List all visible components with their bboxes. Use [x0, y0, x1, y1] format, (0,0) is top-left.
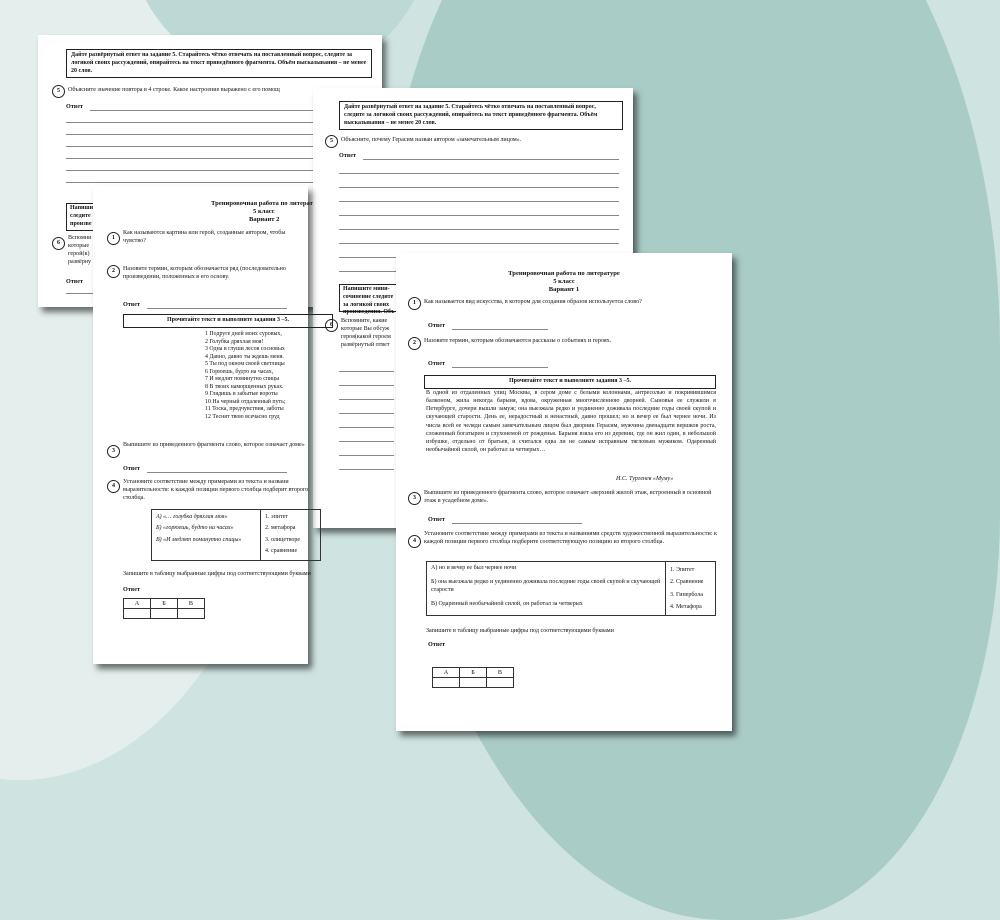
- excerpt-author: И.С. Тургенев «Муму»: [616, 476, 674, 482]
- answer-label: Ответ: [123, 301, 140, 308]
- answer-grid-header: Б: [151, 599, 178, 609]
- answer-label: Ответ: [123, 465, 140, 472]
- instruction-box-2: Напиши следите произве: [66, 203, 96, 231]
- matching-item: Б) «горюешь, будто на часах»: [156, 525, 234, 532]
- poem-line: 4 Давно, давно ты ждешь меня.: [205, 353, 284, 360]
- answer-label: Ответ: [428, 516, 445, 523]
- answer-line: [363, 159, 619, 160]
- question-number-6: 6: [52, 237, 65, 250]
- page-variant: Вариант 2: [249, 216, 280, 223]
- answer-grid-cell[interactable]: [433, 678, 460, 688]
- poem-line: 3 Одна в глуши лесов сосновых: [205, 346, 285, 353]
- poem-line: 6 Горюешь, будто на часах,: [205, 368, 274, 375]
- matching-option: 2. метафора: [265, 525, 296, 532]
- matching-right-column: [666, 562, 716, 616]
- answer-label: Ответ: [428, 360, 445, 367]
- answer-line: [339, 371, 394, 372]
- page-title: Тренировочная работа по литерат: [211, 200, 313, 207]
- page-grade: 5 класс: [253, 208, 275, 215]
- worksheet-page-4: [396, 253, 732, 731]
- answer-line: [147, 308, 287, 309]
- instruction-box: Дайте развёрнутый ответ на задание 5. Старайтесь чётко отвечать на поставленный вопрос, следите за логикой своих рассуждений, опирайтесь на текст приведённого фрагмента. Объём высказывания – не менее 20 слов.: [339, 101, 623, 130]
- matching-item: А) «… голубка дряхлая моя»: [156, 514, 228, 520]
- question-4-text: Установите соответствие между примерами из текста и названиями средств художественной выразительности: к каждой позиции первого столбца подберите соответствующую позицию из второго столбца.: [424, 531, 717, 545]
- answer-line: [339, 399, 394, 400]
- question-6-text: Вспомни которые герой(к) развёрну: [68, 235, 92, 265]
- answer-line: [339, 187, 619, 188]
- answer-grid: [432, 667, 514, 688]
- answer-grid-cell[interactable]: [124, 609, 151, 619]
- answer-label: Ответ: [428, 322, 445, 329]
- question-number-4: 4: [107, 480, 120, 493]
- question-2-text: Назовите термин, которым обозначается ряд (последовательно произведении, положенных в его основу.: [123, 266, 286, 280]
- answer-line: [339, 427, 394, 428]
- answer-line: [339, 441, 394, 442]
- question-number-5: 5: [52, 85, 65, 98]
- answer-grid-header: В: [178, 599, 205, 609]
- question-number-3: 3: [408, 492, 421, 505]
- read-text-box: Прочитайте текст и выполните задания 3 –5.: [123, 314, 333, 328]
- question-number-2: 2: [107, 265, 120, 278]
- answer-label: Ответ: [66, 103, 83, 110]
- question-4-text: Установите соответствие между примерами из текста и названи выразительности: к каждой позиции первого столбца подберит второго столбца.: [123, 479, 309, 501]
- poem: [205, 331, 285, 422]
- question-number-5: 5: [325, 135, 338, 148]
- answer-label: Ответ: [428, 641, 445, 648]
- answer-label: Ответ: [339, 152, 356, 159]
- matching-left-column: [152, 510, 261, 561]
- matching-item: В) Одаренный необычайной силой, он работал за четверых: [431, 601, 583, 608]
- matching-right-column: [261, 510, 321, 561]
- matching-item: В) «И медлят поминутно спицы»: [156, 536, 242, 543]
- write-instruction: Запишите в таблицу выбранные цифры под соответствующими буквами: [123, 571, 311, 577]
- question-1-text: Как называется вид искусства, в котором для создания образов используется слово?: [424, 299, 642, 305]
- answer-label-2: Ответ: [66, 278, 83, 285]
- answer-grid-header: А: [124, 599, 151, 609]
- matching-option: 4. Метафора: [670, 603, 702, 610]
- poem-line: 12 Теснят твою всечасно груд: [205, 414, 280, 421]
- question-number-2: 2: [408, 337, 421, 350]
- answer-grid-cell[interactable]: [151, 609, 178, 619]
- answer-line: [339, 413, 394, 414]
- poem-line: 9 Глядишь в забытые вороты: [205, 391, 278, 398]
- question-number-4: 4: [408, 535, 421, 548]
- question-number-3: 3: [107, 445, 120, 458]
- answer-line: [339, 229, 619, 230]
- page-variant: Вариант 1: [548, 286, 580, 293]
- page-title: Тренировочная работа по литературе: [508, 270, 620, 277]
- question-3-text: Выпишите из приведенного фрагмента слово, которое означает доме»: [123, 442, 305, 448]
- answer-line: [339, 201, 619, 202]
- poem-line: 11 Тоска, предчувствия, заботы: [205, 406, 284, 413]
- answer-line: [339, 455, 394, 456]
- answer-line: [452, 329, 548, 330]
- answer-grid-header: В: [487, 668, 514, 678]
- poem-line: 5 Ты под окном своей светлицы: [205, 361, 285, 368]
- answer-line: [339, 243, 619, 244]
- matching-left-column: [427, 562, 666, 616]
- matching-item: А) но и вечер ее был чернее ночи: [431, 565, 517, 571]
- answer-grid-header: А: [433, 668, 460, 678]
- poem-line: 7 И медлят поминутно спицы: [205, 376, 280, 383]
- answer-grid-header: Б: [460, 668, 487, 678]
- question-number-1: 1: [408, 297, 421, 310]
- answer-line: [339, 173, 619, 174]
- answer-grid-cell[interactable]: [487, 678, 514, 688]
- answer-line: [339, 469, 394, 470]
- matching-option: 1. эпитет: [265, 514, 288, 520]
- answer-label: Ответ: [123, 586, 140, 593]
- poem-line: 2 Голубка дряхлая моя!: [205, 338, 264, 345]
- poem-line: 1 Подруге дней моих суровых,: [205, 331, 282, 337]
- poem-line: 8 В твоих наморщенных руках.: [205, 383, 284, 390]
- question-6-text: Вспомните, какие которые Вы обсуж героя(какой героем развёрнутый ответ: [341, 318, 391, 348]
- answer-grid-cell[interactable]: [460, 678, 487, 688]
- question-3-text: Выпишите из приведенного фрагмента слово, которое означает «верхний жилой этаж, встроенный в основной этаж в усадебном доме».: [424, 490, 712, 504]
- matching-option: 4. сравнение: [265, 548, 298, 555]
- worksheet-page-2: [93, 186, 313, 664]
- answer-line: [147, 472, 287, 473]
- matching-option: 3. олицетворе: [265, 536, 301, 543]
- question-1-text: Как называются картина или герой, созданные автором, чтобы чувство?: [123, 230, 286, 244]
- instruction-box-2: Напишите мини-сочинение следите за логикой своих произведения. Объ: [339, 284, 399, 312]
- matching-table: [426, 561, 716, 616]
- question-5-text: Объясните значение повтора в 4 строке. Какое настроение выражено с его помощ: [68, 87, 280, 93]
- question-2-text: Назовите термин, которым обозначаются рассказы о событиях и героях.: [424, 338, 612, 344]
- answer-grid: [123, 598, 205, 619]
- question-number-6: 6: [325, 319, 338, 332]
- answer-line: [452, 367, 548, 368]
- matching-table: [151, 509, 321, 561]
- poem-line: 10 На черный отдаленный путь;: [205, 398, 286, 405]
- matching-option: 3. Гипербола: [670, 591, 703, 598]
- instruction-box: Дайте развёрнутый ответ на задание 5. Старайтесь чётко отвечать на поставленный вопрос, следите за логикой своих рассуждений, опирайтесь на текст приведённого фрагмента. Объём высказывания – не менее 20 слов.: [66, 49, 372, 78]
- question-number-1: 1: [107, 232, 120, 245]
- literary-excerpt: В одной из отдаленных улиц Москвы, в сером доме с белыми колоннами, антресолью и покривившимся балконом, жила некогда барыня, вдова, окруженная многочисленною дворней. Сыновья ее служили в Петербурге, дочери вышли замуж; она выезжала редко и уединенно доживала последние годы своей скупой и скучающей старости. День ее, нерадостный и ненастный, давно прошел; но и вечер ее был чернее ночи. Из числа всей ее челяди самым замечательным лицом был дворник Герасим, мужчина двенадцати вершков роста, сложенный богатырем и глухонемой от рожденья. Барыня взяла его из деревни, где он жил один, в небольшой избушке, отдельно от братьев, и считался едва ли не самым исправным тягловым мужиком. Одаренный необычайной силой, он работал за четверых…: [426, 390, 716, 454]
- answer-grid-cell[interactable]: [178, 609, 205, 619]
- answer-line: [339, 385, 394, 386]
- write-instruction: Запишите в таблицу выбранные цифры под соответствующими буквами: [426, 628, 614, 634]
- answer-line: [452, 523, 582, 524]
- matching-item: Б) она выезжала редко и уединенно доживала последние годы своей скупой и скучающей старости: [431, 578, 661, 594]
- question-5-text: Объясните, почему Герасим назван автором «замечательным лицом».: [341, 137, 522, 143]
- read-text-box: Прочитайте текст и выполните задания 3 –5.: [424, 375, 716, 389]
- page-grade: 5 класс: [553, 278, 575, 285]
- answer-line: [339, 215, 619, 216]
- matching-option: 2. Сравнение: [670, 579, 704, 586]
- matching-option: 1. Эпитет: [670, 567, 695, 573]
